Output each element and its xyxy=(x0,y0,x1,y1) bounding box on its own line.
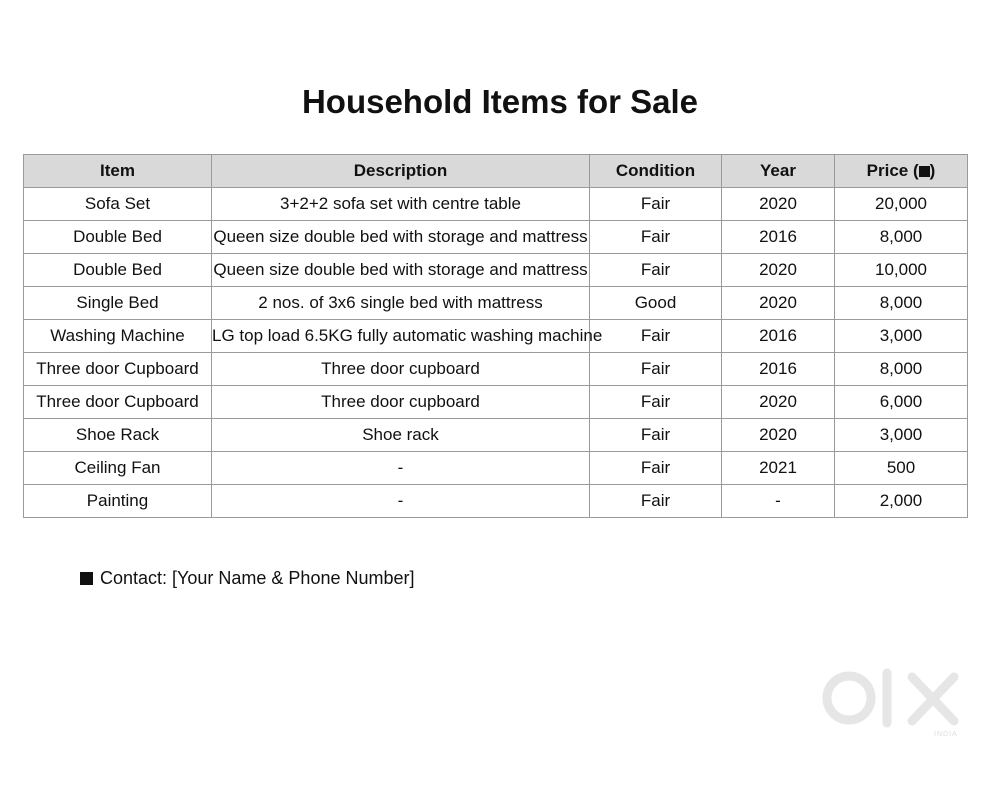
table-row xyxy=(24,221,968,254)
cell-item: Ceiling Fan xyxy=(24,452,212,485)
cell-item: Three door Cupboard xyxy=(24,353,212,386)
cell-price: 10,000 xyxy=(835,254,968,287)
cell-item: Sofa Set xyxy=(24,188,212,221)
cell-condition: Fair xyxy=(590,320,722,353)
table-row xyxy=(24,419,968,452)
cell-condition: Good xyxy=(590,287,722,320)
cell-year: 2021 xyxy=(722,452,835,485)
cell-price: 8,000 xyxy=(835,287,968,320)
cell-year: - xyxy=(722,485,835,518)
table-row xyxy=(24,386,968,419)
cell-description: - xyxy=(212,452,590,485)
cell-item: Three door Cupboard xyxy=(24,386,212,419)
cell-condition: Fair xyxy=(590,254,722,287)
cell-year: 2016 xyxy=(722,320,835,353)
cell-year: 2020 xyxy=(722,386,835,419)
contact-line xyxy=(80,566,415,590)
bullet-square-icon xyxy=(80,572,93,585)
olx-watermark-logo xyxy=(822,665,967,740)
contact-text: Contact: [Your Name & Phone Number] xyxy=(100,568,415,588)
cell-condition: Fair xyxy=(590,419,722,452)
header-price xyxy=(835,155,968,188)
items-table xyxy=(23,154,968,518)
cell-price: 500 xyxy=(835,452,968,485)
cell-condition: Fair xyxy=(590,452,722,485)
table-row xyxy=(24,485,968,518)
table-header-row xyxy=(24,155,968,188)
cell-condition: Fair xyxy=(590,485,722,518)
cell-description: Three door cupboard xyxy=(212,353,590,386)
cell-price: 6,000 xyxy=(835,386,968,419)
header-condition: Condition xyxy=(590,155,722,188)
cell-year: 2020 xyxy=(722,419,835,452)
cell-price: 3,000 xyxy=(835,320,968,353)
table-row xyxy=(24,254,968,287)
cell-description: Three door cupboard xyxy=(212,386,590,419)
page-title: Household Items for Sale xyxy=(301,83,699,120)
cell-description: 2 nos. of 3x6 single bed with mattress xyxy=(212,287,590,320)
cell-description: Queen size double bed with storage and mattress xyxy=(212,221,590,254)
cell-item: Single Bed xyxy=(24,287,212,320)
cell-item: Double Bed xyxy=(24,221,212,254)
cell-year: 2020 xyxy=(722,188,835,221)
cell-description: - xyxy=(212,485,590,518)
cell-description: 3+2+2 sofa set with centre table xyxy=(212,188,590,221)
cell-item: Washing Machine xyxy=(24,320,212,353)
currency-square-icon xyxy=(919,166,930,177)
header-price-close: ) xyxy=(929,161,936,180)
header-year: Year xyxy=(722,155,835,188)
cell-price: 2,000 xyxy=(835,485,968,518)
table-row xyxy=(24,452,968,485)
table-row xyxy=(24,320,968,353)
header-item: Item xyxy=(24,155,212,188)
cell-condition: Fair xyxy=(590,221,722,254)
cell-description: Shoe rack xyxy=(212,419,590,452)
cell-year: 2020 xyxy=(722,287,835,320)
header-price-label: Price ( xyxy=(866,161,919,180)
cell-condition: Fair xyxy=(590,353,722,386)
cell-item: Double Bed xyxy=(24,254,212,287)
cell-description: Queen size double bed with storage and mattress xyxy=(212,254,590,287)
table-row xyxy=(24,287,968,320)
cell-price: 3,000 xyxy=(835,419,968,452)
cell-condition: Fair xyxy=(590,386,722,419)
cell-item: Shoe Rack xyxy=(24,419,212,452)
cell-price: 8,000 xyxy=(835,353,968,386)
cell-description: LG top load 6.5KG fully automatic washing machine xyxy=(212,320,590,353)
header-description: Description xyxy=(212,155,590,188)
cell-year: 2016 xyxy=(722,353,835,386)
cell-year: 2020 xyxy=(722,254,835,287)
cell-year: 2016 xyxy=(722,221,835,254)
cell-price: 8,000 xyxy=(835,221,968,254)
watermark-sub: INDIA xyxy=(934,731,958,738)
cell-price: 20,000 xyxy=(835,188,968,221)
cell-item: Painting xyxy=(24,485,212,518)
cell-condition: Fair xyxy=(590,188,722,221)
table-row xyxy=(24,353,968,386)
table-row xyxy=(24,188,968,221)
